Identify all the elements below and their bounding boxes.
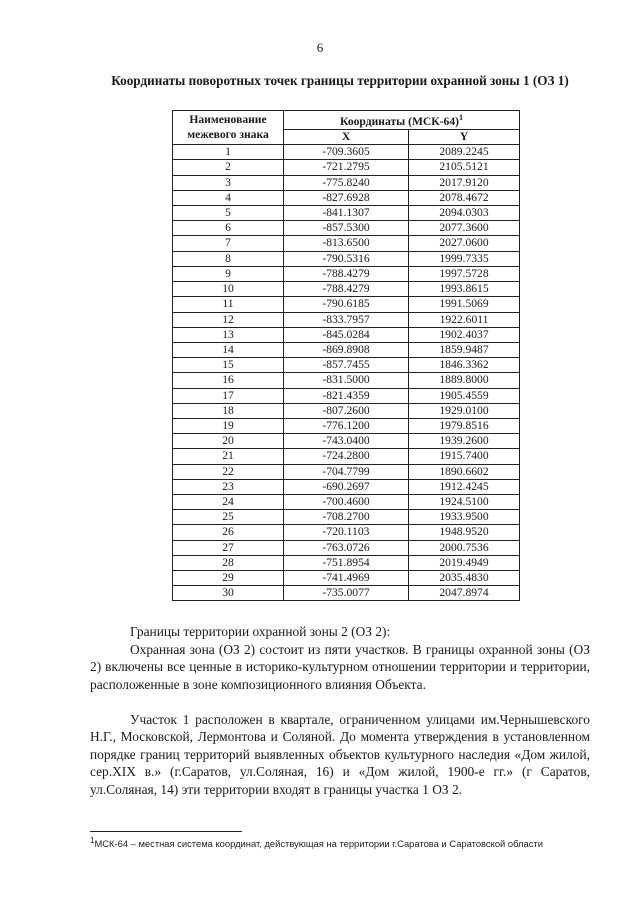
cell-n: 4 bbox=[173, 190, 284, 205]
cell-n: 1 bbox=[173, 145, 284, 160]
cell-y: 2000.7536 bbox=[409, 540, 520, 555]
cell-n: 10 bbox=[173, 282, 284, 297]
cell-n: 21 bbox=[173, 449, 284, 464]
cell-x: -857.7455 bbox=[284, 358, 409, 373]
cell-x: -709.3605 bbox=[284, 145, 409, 160]
cell-x: -841.1307 bbox=[284, 206, 409, 221]
cell-n: 22 bbox=[173, 464, 284, 479]
table-row bbox=[173, 282, 520, 297]
cell-x: -790.6185 bbox=[284, 297, 409, 312]
table-row bbox=[173, 570, 520, 585]
cell-y: 1993.8615 bbox=[409, 282, 520, 297]
paragraph-zone-description: Охранная зона (ОЗ 2) состоит из пяти участков. В границы охранной зоны (ОЗ 2) включены все ценные в историко-культурном отношении территории и территории, расположенные в зоне композиционного влияния Объекта. bbox=[90, 642, 590, 692]
table-row bbox=[173, 358, 520, 373]
cell-y: 1997.5728 bbox=[409, 266, 520, 281]
cell-x: -807.2600 bbox=[284, 403, 409, 418]
footnote-divider bbox=[90, 831, 242, 832]
cell-n: 7 bbox=[173, 236, 284, 251]
cell-y: 1999.7335 bbox=[409, 251, 520, 266]
cell-x: -827.6928 bbox=[284, 190, 409, 205]
header-coordinates-label: Координаты (МСК-64) bbox=[340, 114, 459, 128]
cell-n: 9 bbox=[173, 266, 284, 281]
header-coordinates bbox=[284, 111, 520, 130]
section-subheading: Границы территории охранной зоны 2 (ОЗ 2): bbox=[130, 624, 391, 639]
cell-n: 26 bbox=[173, 525, 284, 540]
cell-n: 14 bbox=[173, 342, 284, 357]
cell-x: -690.2697 bbox=[284, 479, 409, 494]
cell-x: -751.8954 bbox=[284, 555, 409, 570]
cell-n: 28 bbox=[173, 555, 284, 570]
cell-n: 18 bbox=[173, 403, 284, 418]
table-row bbox=[173, 540, 520, 555]
table-row bbox=[173, 403, 520, 418]
cell-y: 2094.0303 bbox=[409, 206, 520, 221]
table-row bbox=[173, 494, 520, 509]
cell-n: 12 bbox=[173, 312, 284, 327]
footnote-mark: 1 bbox=[90, 836, 95, 845]
cell-y: 1915.7400 bbox=[409, 449, 520, 464]
cell-x: -720.1103 bbox=[284, 525, 409, 540]
cell-y: 2019.4949 bbox=[409, 555, 520, 570]
cell-y: 2078.4672 bbox=[409, 190, 520, 205]
cell-y: 1979.8516 bbox=[409, 418, 520, 433]
cell-n: 6 bbox=[173, 221, 284, 236]
cell-y: 1924.5100 bbox=[409, 494, 520, 509]
header-y: Y bbox=[409, 130, 520, 145]
coordinates-table bbox=[172, 110, 520, 601]
table-row bbox=[173, 373, 520, 388]
table-row bbox=[173, 221, 520, 236]
paragraph-plot-1: Участок 1 расположен в квартале, ограниченном улицами им.Чернышевского Н.Г., Московской, Лермонтова и Соляной. До момента утверждения в установленном порядке границ территорий выявленных объектов культурного наследия «Дом жилой, сер.XIX в.» (г.Саратов, ул.Соляная, 16) и «Дом жилой, 1900-е гг.» (г Саратов, ул.Соляная, 14) эти территории входят в границы участка 1 ОЗ 2. bbox=[90, 712, 590, 797]
cell-y: 1939.2600 bbox=[409, 434, 520, 449]
table-row bbox=[173, 464, 520, 479]
cell-x: -869.8908 bbox=[284, 342, 409, 357]
cell-n: 27 bbox=[173, 540, 284, 555]
cell-n: 5 bbox=[173, 206, 284, 221]
cell-y: 1902.4037 bbox=[409, 327, 520, 342]
cell-x: -833.7957 bbox=[284, 312, 409, 327]
table-row bbox=[173, 479, 520, 494]
cell-y: 1922.6011 bbox=[409, 312, 520, 327]
table-row bbox=[173, 327, 520, 342]
footnote-text: МСК-64 – местная система координат, действующая на территории г.Саратова и Саратовской области bbox=[94, 838, 543, 850]
table-row bbox=[173, 510, 520, 525]
table-row bbox=[173, 312, 520, 327]
cell-x: -724.2800 bbox=[284, 449, 409, 464]
table-row bbox=[173, 297, 520, 312]
header-boundary-mark-name: Наименование межевого знака bbox=[173, 111, 284, 145]
cell-y: 1912.4245 bbox=[409, 479, 520, 494]
cell-n: 23 bbox=[173, 479, 284, 494]
cell-n: 11 bbox=[173, 297, 284, 312]
table-row bbox=[173, 160, 520, 175]
cell-x: -831.5000 bbox=[284, 373, 409, 388]
table-row bbox=[173, 586, 520, 601]
cell-y: 2077.3600 bbox=[409, 221, 520, 236]
table-row bbox=[173, 175, 520, 190]
cell-x: -776.1200 bbox=[284, 418, 409, 433]
cell-n: 13 bbox=[173, 327, 284, 342]
cell-y: 2027.0600 bbox=[409, 236, 520, 251]
cell-x: -700.4600 bbox=[284, 494, 409, 509]
cell-x: -775.8240 bbox=[284, 175, 409, 190]
cell-n: 25 bbox=[173, 510, 284, 525]
cell-n: 24 bbox=[173, 494, 284, 509]
cell-y: 1890.6602 bbox=[409, 464, 520, 479]
cell-x: -741.4969 bbox=[284, 570, 409, 585]
cell-x: -813.6500 bbox=[284, 236, 409, 251]
table-row bbox=[173, 418, 520, 433]
cell-x: -704.7799 bbox=[284, 464, 409, 479]
table-row bbox=[173, 434, 520, 449]
table-row bbox=[173, 206, 520, 221]
cell-x: -857.5300 bbox=[284, 221, 409, 236]
cell-x: -735.0077 bbox=[284, 586, 409, 601]
cell-x: -788.4279 bbox=[284, 266, 409, 281]
cell-n: 19 bbox=[173, 418, 284, 433]
document-title: Координаты поворотных точек границы территории охранной зоны 1 (ОЗ 1) bbox=[111, 73, 569, 88]
cell-x: -790.5316 bbox=[284, 251, 409, 266]
table-row bbox=[173, 145, 520, 160]
cell-x: -721.2795 bbox=[284, 160, 409, 175]
table-row bbox=[173, 190, 520, 205]
table-row bbox=[173, 388, 520, 403]
cell-y: 1859.9487 bbox=[409, 342, 520, 357]
cell-x: -763.0726 bbox=[284, 540, 409, 555]
table-row bbox=[173, 342, 520, 357]
table-row bbox=[173, 525, 520, 540]
cell-y: 1889.8000 bbox=[409, 373, 520, 388]
footnote bbox=[90, 835, 610, 850]
cell-y: 2017.9120 bbox=[409, 175, 520, 190]
header-x: X bbox=[284, 130, 409, 145]
cell-n: 8 bbox=[173, 251, 284, 266]
cell-n: 3 bbox=[173, 175, 284, 190]
table-row bbox=[173, 266, 520, 281]
cell-y: 1948.9520 bbox=[409, 525, 520, 540]
cell-y: 1991.5069 bbox=[409, 297, 520, 312]
cell-y: 2089.2245 bbox=[409, 145, 520, 160]
cell-x: -821.4359 bbox=[284, 388, 409, 403]
cell-x: -708.2700 bbox=[284, 510, 409, 525]
cell-n: 2 bbox=[173, 160, 284, 175]
cell-n: 30 bbox=[173, 586, 284, 601]
cell-y: 1933.9500 bbox=[409, 510, 520, 525]
table-row bbox=[173, 449, 520, 464]
cell-y: 2035.4830 bbox=[409, 570, 520, 585]
table-row bbox=[173, 251, 520, 266]
cell-n: 29 bbox=[173, 570, 284, 585]
cell-x: -743.0400 bbox=[284, 434, 409, 449]
table-row bbox=[173, 236, 520, 251]
cell-y: 2105.5121 bbox=[409, 160, 520, 175]
cell-y: 1905.4559 bbox=[409, 388, 520, 403]
cell-x: -845.0284 bbox=[284, 327, 409, 342]
coordinates-table-body bbox=[173, 145, 520, 601]
cell-n: 17 bbox=[173, 388, 284, 403]
cell-y: 2047.8974 bbox=[409, 586, 520, 601]
footnote-reference: 1 bbox=[458, 113, 463, 122]
cell-n: 16 bbox=[173, 373, 284, 388]
cell-x: -788.4279 bbox=[284, 282, 409, 297]
cell-y: 1929.0100 bbox=[409, 403, 520, 418]
table-row bbox=[173, 555, 520, 570]
page-number: 6 bbox=[316, 40, 324, 55]
cell-y: 1846.3362 bbox=[409, 358, 520, 373]
cell-n: 20 bbox=[173, 434, 284, 449]
cell-n: 15 bbox=[173, 358, 284, 373]
